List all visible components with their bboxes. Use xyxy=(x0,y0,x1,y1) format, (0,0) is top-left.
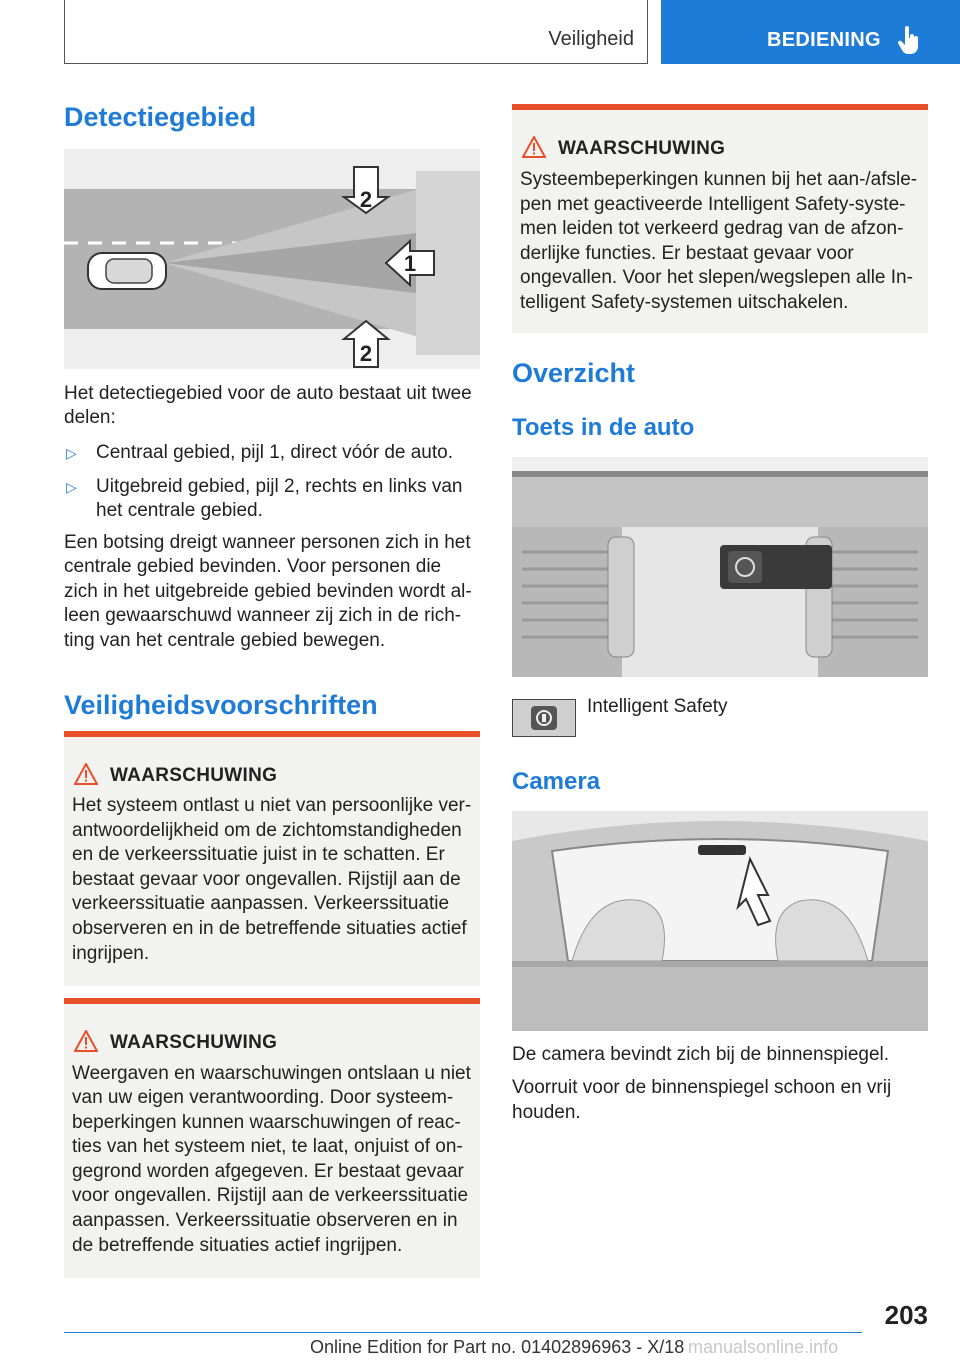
warning-line: aanpassen. Verkeerssituatie observeren en in xyxy=(72,1210,458,1231)
para-line: zich in het uitgebreide gebied bevinden wordt al- xyxy=(64,581,472,602)
warning-line: pen met geactiveerde Intelligent Safety-syste- xyxy=(520,194,906,215)
warning-triangle-icon xyxy=(522,136,546,158)
warning-box-2 xyxy=(64,998,480,1278)
warning-line: verkeerssituatie aanpassen. Verkeerssituatie xyxy=(72,893,450,914)
detection-title: Detectiegebied xyxy=(64,102,257,132)
warning-box-1 xyxy=(64,731,480,986)
detection-area-figure xyxy=(64,149,480,369)
intro-line-2: delen: xyxy=(64,407,116,428)
edition-text: Online Edition for Part no. 01402896963 - X/18 xyxy=(310,1337,685,1357)
camera-title: Camera xyxy=(512,768,601,795)
warning-box-3 xyxy=(512,104,928,333)
camera-line: De camera bevindt zich bij de binnenspiegel. xyxy=(512,1044,890,1065)
safety-title: Veiligheidsvoorschriften xyxy=(64,690,378,720)
car-interior-photo xyxy=(512,811,928,1031)
warning-triangle-icon xyxy=(74,763,98,785)
warning-line: en de verkeerssituatie juist in te schatten. Er xyxy=(72,844,445,865)
tab-bediening[interactable] xyxy=(661,0,960,64)
warning-line: antwoordelijkheid om de zichtomstandigheden xyxy=(72,820,462,841)
para-line: leen gewaarschuwd wanneer zij zich in de rich- xyxy=(64,605,462,626)
warning-line: van uw eigen verantwoording. Door systeem- xyxy=(72,1087,454,1108)
arrow-label-center: 1 xyxy=(403,251,417,276)
warning-line: ingrijpen. xyxy=(72,943,150,964)
dashboard-photo xyxy=(512,457,928,677)
warning-line: Weergaven en waarschuwingen ontslaan u niet xyxy=(72,1063,471,1084)
watermark-text: manualsonline.info xyxy=(688,1337,839,1357)
warning-title: WAARSCHUWING xyxy=(110,765,278,786)
camera-photo xyxy=(512,811,928,1031)
section-name: Veiligheid xyxy=(548,28,634,50)
warning-line: ongevallen. Voor het slepen/wegslepen alle In- xyxy=(520,267,913,288)
warning-line: voor ongevallen. Rijstijl aan de verkeerssituatie xyxy=(72,1185,469,1206)
warning-line: Het systeem ontlast u niet van persoonlijke ver- xyxy=(72,795,472,816)
warning-line: ties van het systeem niet, te laat, onjuist of on- xyxy=(72,1136,463,1157)
warning-line: derlijke functies. Er bestaat gevaar voor xyxy=(520,243,854,264)
warning-title: WAARSCHUWING xyxy=(558,138,726,159)
tab-label: BEDIENING xyxy=(767,29,881,51)
detection-area-diagram xyxy=(64,149,480,369)
warning-title: WAARSCHUWING xyxy=(110,1032,278,1053)
overview-title: Overzicht xyxy=(512,358,636,388)
arrow-label-top: 2 xyxy=(359,187,373,212)
warning-line: observeren en in de betreffende situaties actief xyxy=(72,918,467,939)
warning-line: Systeembeperkingen kunnen bij het aan-/afsle- xyxy=(520,169,918,190)
page-number: 203 xyxy=(884,1300,928,1330)
para-line: ting van het centrale gebied bewegen. xyxy=(64,630,386,651)
warning-line: de betreffende situaties actief ingrijpen. xyxy=(72,1235,403,1256)
arrow-label-bottom: 2 xyxy=(359,341,373,366)
warning-line: men leiden tot verkeerd gedrag van de afzon- xyxy=(520,218,904,239)
footer-divider xyxy=(64,1332,862,1333)
intelligent-safety-button-icon xyxy=(512,699,576,737)
button-title: Toets in de auto xyxy=(512,414,695,441)
intro-line-1: Het detectiegebied voor de auto bestaat uit twee xyxy=(64,383,472,404)
para-line: centrale gebied bevinden. Voor personen die xyxy=(64,556,442,577)
warning-line: bestaat gevaar voor ongevallen. Rijstijl aan de xyxy=(72,869,461,890)
list-item-line: Uitgebreid gebied, pijl 2, rechts en links van xyxy=(96,476,463,497)
pointing-hand-icon xyxy=(897,26,921,56)
camera-line: Voorruit voor de binnenspiegel schoon en vrij xyxy=(512,1077,892,1098)
intelligent-safety-icon xyxy=(513,700,575,736)
bullet-triangle-icon: ▷ xyxy=(66,445,77,461)
button-label: Intelligent Safety xyxy=(587,696,728,717)
warning-line: gegrond worden afgegeven. Er bestaat gevaar xyxy=(72,1161,464,1182)
warning-line: beperkingen kunnen waarschuwingen of reac- xyxy=(72,1112,461,1133)
warning-line: telligent Safety-systemen uitschakelen. xyxy=(520,292,849,313)
para-line: Een botsing dreigt wanneer personen zich in het xyxy=(64,532,471,553)
warning-triangle-icon xyxy=(74,1030,98,1052)
list-item-line: het centrale gebied. xyxy=(96,500,263,521)
bullet-triangle-icon: ▷ xyxy=(66,479,77,495)
list-item-line: Centraal gebied, pijl 1, direct vóór de auto. xyxy=(96,442,453,463)
button-photo xyxy=(512,457,928,677)
camera-line: houden. xyxy=(512,1102,581,1123)
